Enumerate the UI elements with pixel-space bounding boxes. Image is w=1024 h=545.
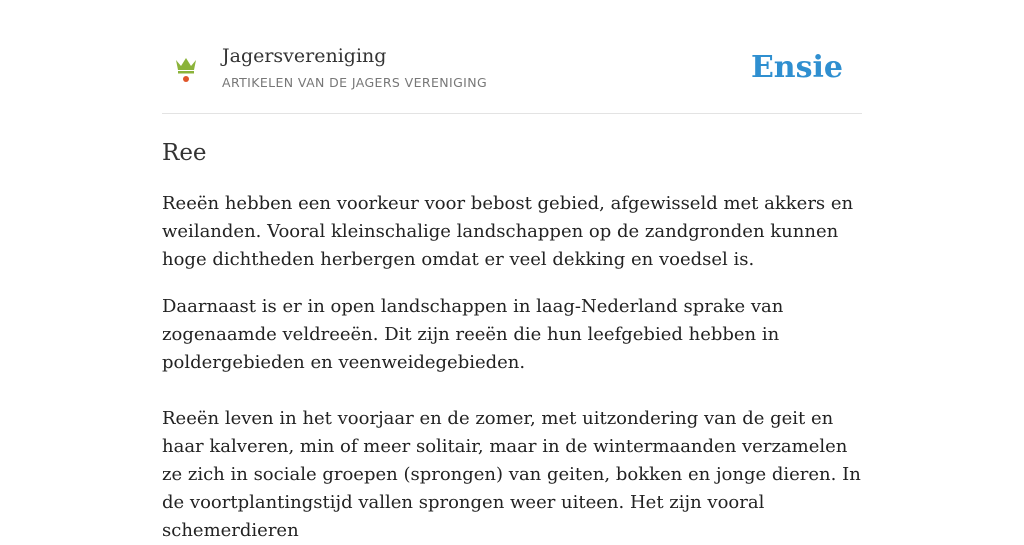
ensie-logo-link[interactable]: Ensie [750, 50, 843, 85]
article-paragraph: Reeën hebben een voorkeur voor bebost gebied, afgewisseld met akkers en weilanden. Vooral kleinschalige landschappen op de zandgronden kunnen hoge dichtheden herbergen omdat er veel dekking en voedsel is. [162, 193, 854, 270]
article-paragraph: Reeën leven in het voorjaar en de zomer, met uitzondering van de geit en haar kalveren, min of meer solitair, maar in de wintermaanden verzamelen ze zich in sociale groepen (sprongen) van geiten, bokken en jonge dieren. In de voortplantingstijd vallen sprongen weer uiteen. Het zijn vooral schemerdieren [162, 408, 861, 541]
article-content [162, 114, 862, 545]
article-paragraph: Daarnaast is er in open landschappen in laag-Nederland sprake van zogenaamde veldreeën. Dit zijn reeën die hun leefgebied hebben in poldergebieden en veenweidegebieden. [162, 296, 784, 373]
site-subtitle: ARTIKELEN VAN DE JAGERS VERENIGING [222, 75, 488, 90]
article-title: Ree [162, 140, 207, 166]
site-title[interactable]: Jagersvereniging [222, 45, 387, 67]
crown-icon[interactable] [174, 56, 198, 84]
site-header [162, 0, 862, 114]
